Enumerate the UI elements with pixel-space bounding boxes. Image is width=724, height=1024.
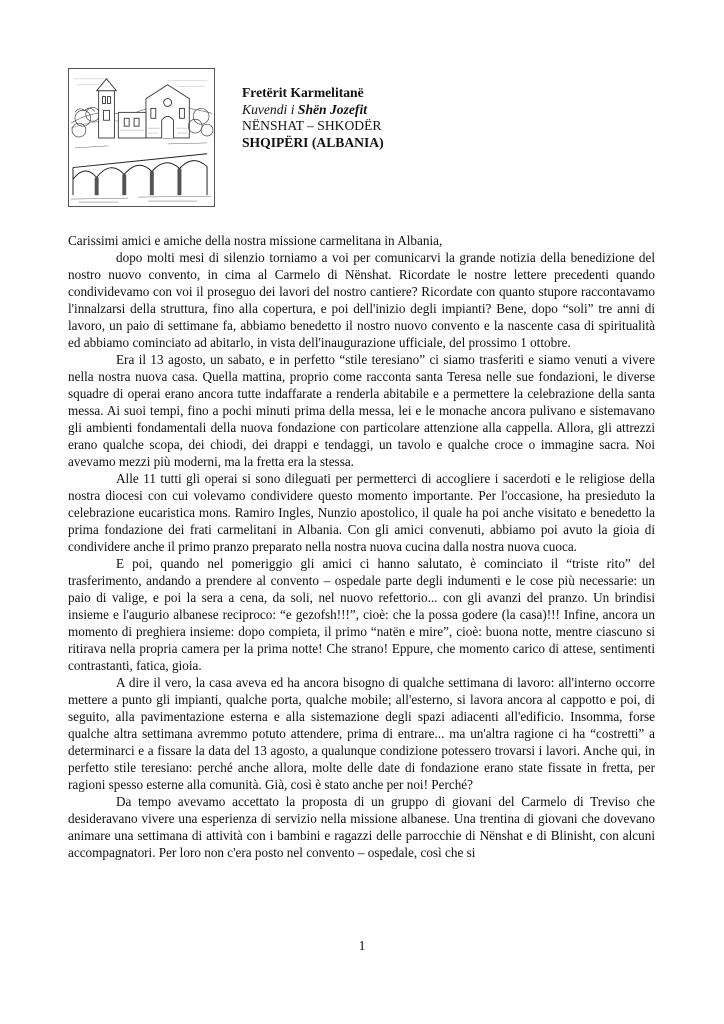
paragraph: Da tempo avevamo accettato la proposta di un gruppo di giovani del Carmelo di Treviso che desideravano vivere una esperienza di servizio nella missione albanese. Una trentina di giovani che dovevano animare una settimana di attività con i bambini e ragazzi delle parrocchie di Nënshat e di Blinisht, con alcuni accompagnatori. Per loro non c'era posto nel convento – ospedale, così che si: [68, 794, 655, 860]
greeting: Carissimi amici e amiche della nostra missione carmelitana in Albania,: [68, 233, 443, 248]
paragraph: Era il 13 agosto, un sabato, e in perfetto “stile teresiano” ci siamo trasferiti e siamo venuti a vivere nella nostra nuova casa. Quella mattina, proprio come racconta santa Teresa nelle sue fondazioni, le diverse squadre di operai erano ancora tutte indaffarate a renderla abitabile e a permettere la celebrazione della santa messa. Ai suoi tempi, fino a pochi minuti prima della messa, lei e le monache ancora pulivano e sistemavano gli ambienti fondamentali della nuova fondazione con particolare attenzione alla cappella. Allora, gli attrezzi erano qualche scopa, dei chiodi, dei drappi e tendaggi, un tavolo e qualche croce o immagine sacra. Noi avevamo mezzi più moderni, ma la fretta era la stessa.: [68, 352, 655, 469]
page-number: 1: [358, 938, 366, 953]
letterhead: [242, 85, 384, 151]
letterhead-location: NËNSHAT – SHKODËR: [242, 118, 382, 133]
letterhead-order: Fretërit Karmelitanë: [242, 85, 364, 100]
letterhead-convent-prefix: Kuvendi i: [242, 101, 298, 117]
paragraph: Alle 11 tutti gli operai si sono dileguati per permetterci di accogliere i sacerdoti e le religiose della nostra diocesi con cui volevamo condividere questo momento importante. Per l'occasione, ha presieduto la celebrazione eucaristica mons. Ramiro Ingles, Nunzio apostolico, il quale ha poi anche visitato e benedetto la prima fondazione dei frati carmelitani in Albania. Con gli amici convenuti, abbiamo poi avuto la gioia di condividere anche il primo pranzo preparato nella nostra nuova cucina dalla nostra nuova cuoca.: [68, 471, 655, 554]
paragraph: A dire il vero, la casa aveva ed ha ancora bisogno di qualche settimana di lavoro: all'interno occorre mettere a punto gli impianti, qualche porta, qualche mobile; all'esterno, si lavora ancora al cappotto e poi, di seguito, alla pavimentazione esterna e alla sistemazione degli spazi adiacenti all'edificio. Insomma, forse qualche altra settimana avremmo potuto attendere, prima di entrare... ma un'altra ragione ci ha “costretti” a determinarci e a fissare la data del 13 agosto, a qualunque condizione potessero trovarsi i lavori. Anche qui, in perfetto stile teresiano: perché anche allora, molte delle date di fondazione erano state fissate in fretta, per ragioni spesso esterne alla comunità. Già, così è stato anche per noi! Perché?: [68, 675, 655, 792]
letterhead-convent-name: Shën Jozefit: [297, 101, 368, 117]
church-sketch-icon: [69, 69, 214, 206]
letter-body: [68, 232, 655, 861]
letterhead-convent: [242, 102, 384, 119]
paragraph: dopo molti mesi di silenzio torniamo a voi per comunicarvi la grande notizia della benedizione del nostro nuovo convento, in cima al Carmelo di Nënshat. Ricordate le nostre lettere precedenti quando condividevamo con voi il proseguo dei lavori del nostro cantiere? Ricordate con quanto stupore raccontavamo l'innalzarsi della struttura, fino alla copertura, e poi dell'inizio degli impianti? Bene, dopo “soli” tre anni di lavoro, un paio di settimane fa, abbiamo benedetto il nostro nuovo convento e la nascente casa di spiritualità ed abbiamo cominciato ad abitarlo, in vista dell'inaugurazione ufficiale, del prossimo 1 ottobre.: [68, 250, 655, 350]
paragraph: E poi, quando nel pomeriggio gli amici ci hanno salutato, è cominciato il “triste rito” del trasferimento, andando a prendere al convento – ospedale parte degli indumenti e le cose più necessarie: un paio di valige, e poi la sera a cena, da soli, nel nuovo refettorio... con gli avanzi del pranzo. Un brindisi insieme e l'augurio albanese reciproco: “e gezofsh!!!”, cioè: che la possa godere (la casa)!!! Infine, ancora un momento di preghiera insieme: dopo compieta, il primo “natën e mire”, cioè: buona notte, mentre ciascuno si ritirava nella propria camera per la prima notte! Che strano! Eppure, che momento carico di attese, sentimenti contrastanti, fatica, gioia.: [68, 556, 655, 673]
convent-sketch-logo: [68, 68, 215, 207]
letterhead-country: SHQIPËRI (ALBANIA): [242, 134, 384, 150]
